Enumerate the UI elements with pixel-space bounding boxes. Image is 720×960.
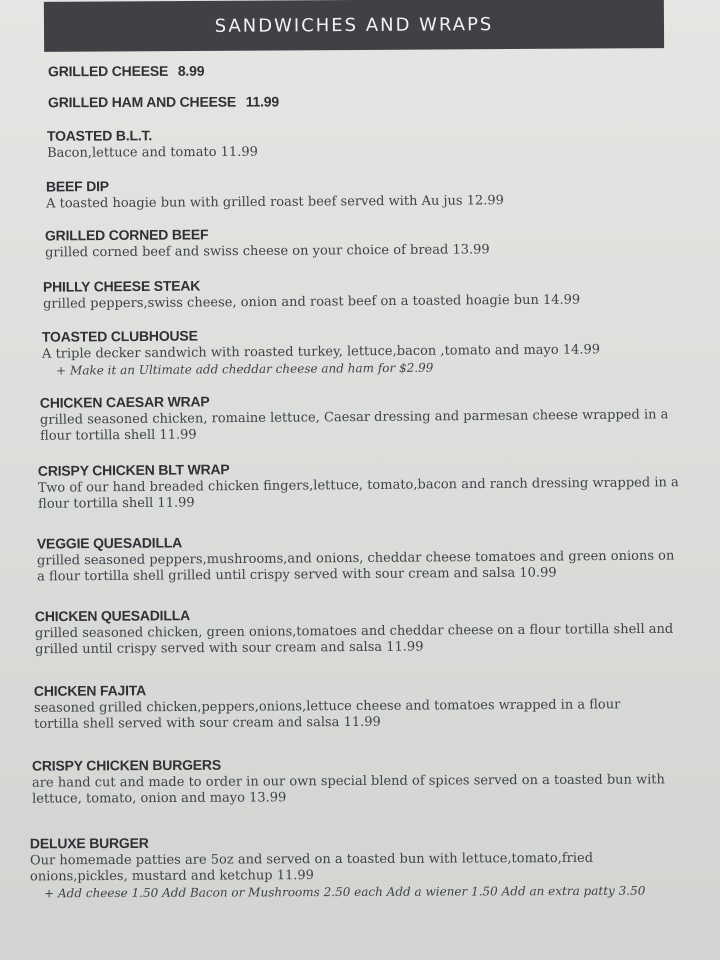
menu-item	[40, 389, 680, 445]
item-name: GRILLED CHEESE	[47, 62, 169, 80]
item-description: grilled seasoned chicken, romaine lettuce, Caesar dressing and parmesan cheese wrapped in a flour tortilla shell 11.99	[39, 407, 669, 444]
item-description: A toasted hoagie bun with grilled roast beef served with Au jus 12.99	[46, 193, 504, 212]
menu-item	[35, 604, 675, 658]
item-title: GRILLED CORNED BEEF	[44, 226, 209, 244]
menu-item	[37, 530, 677, 585]
item-note: + Make it an Ultimate add cheddar cheese and ham for $2.99	[56, 360, 434, 378]
menu-item	[48, 92, 720, 110]
item-description: Bacon,lettuce and tomato 11.99	[47, 144, 258, 161]
item-title: BEEF DIP	[45, 178, 109, 195]
item-description: grilled seasoned chicken, green onions,tomatoes and cheddar cheese on a flour tortilla shell and grilled until crispy served with sour cream and salsa 11.99	[34, 621, 674, 658]
item-description: grilled seasoned peppers,mushrooms,and onions, cheddar cheese tomatoes and green onions on a flour tortilla shell grilled until crispy served with sour cream and salsa 10.99	[36, 548, 675, 585]
menu-item	[47, 124, 720, 162]
item-title: TOASTED CLUBHOUSE	[41, 327, 198, 345]
item-description: Our homemade patties are 5oz and served on a toasted bun with lettuce,tomato,fried onions,pickles, mustard and ketchup 11.99	[29, 850, 594, 885]
menu-item	[46, 174, 720, 213]
item-title: DELUXE BURGER	[29, 834, 149, 852]
item-price: 8.99	[177, 62, 205, 79]
menu-item	[43, 273, 720, 312]
item-name: GRILLED HAM AND CHEESE	[47, 93, 237, 111]
item-title	[48, 61, 720, 79]
item-price: 11.99	[245, 93, 279, 110]
item-note: + Add cheese 1.50 Add Bacon or Mushrooms 2.50 each Add a wiener 1.50 Add an extra patty 3.50	[44, 883, 646, 901]
menu-item	[34, 679, 654, 733]
item-description: A triple decker sandwich with roasted turkey, lettuce,bacon ,tomato and mayo 14.99	[41, 342, 601, 362]
menu-item	[45, 223, 720, 262]
item-description: Two of our hand breaded chicken fingers,lettuce, tomato,bacon and ranch dressing wrapped in a flour tortilla shell 11.99	[37, 475, 679, 512]
menu-item	[32, 754, 672, 807]
menu-item	[42, 323, 720, 377]
section-title: SANDWICHES AND WRAPS	[214, 13, 494, 37]
menu-item	[48, 61, 720, 79]
item-title: CHICKEN FAJITA	[33, 682, 147, 699]
item-title: TOASTED B.L.T.	[46, 127, 153, 144]
item-title: CHICKEN QUESADILLA	[34, 607, 191, 625]
item-title: CRISPY CHICKEN BURGERS	[31, 756, 222, 774]
item-title: CRISPY CHICKEN BLT WRAP	[37, 461, 230, 479]
item-description: grilled corned beef and swiss cheese on your choice of bread 13.99	[45, 242, 490, 261]
item-title: VEGGIE QUESADILLA	[36, 534, 183, 552]
item-title: PHILLY CHEESE STEAK	[42, 277, 201, 295]
menu-item	[30, 833, 660, 901]
item-description: grilled peppers,swiss cheese, onion and roast beef on a toasted hoagie bun 14.99	[43, 292, 581, 312]
item-description: seasoned grilled chicken,peppers,onions,lettuce cheese and tomatoes wrapped in a flour tortilla shell served with sour cream and salsa 11.99	[33, 697, 621, 732]
item-title: CHICKEN CAESAR WRAP	[39, 393, 210, 411]
menu-item	[38, 457, 683, 513]
item-title	[48, 92, 720, 110]
item-description: are hand cut and made to order in our own special blend of spices served on a toasted bun with lettuce, tomato, onion and mayo 13.99	[31, 772, 665, 807]
